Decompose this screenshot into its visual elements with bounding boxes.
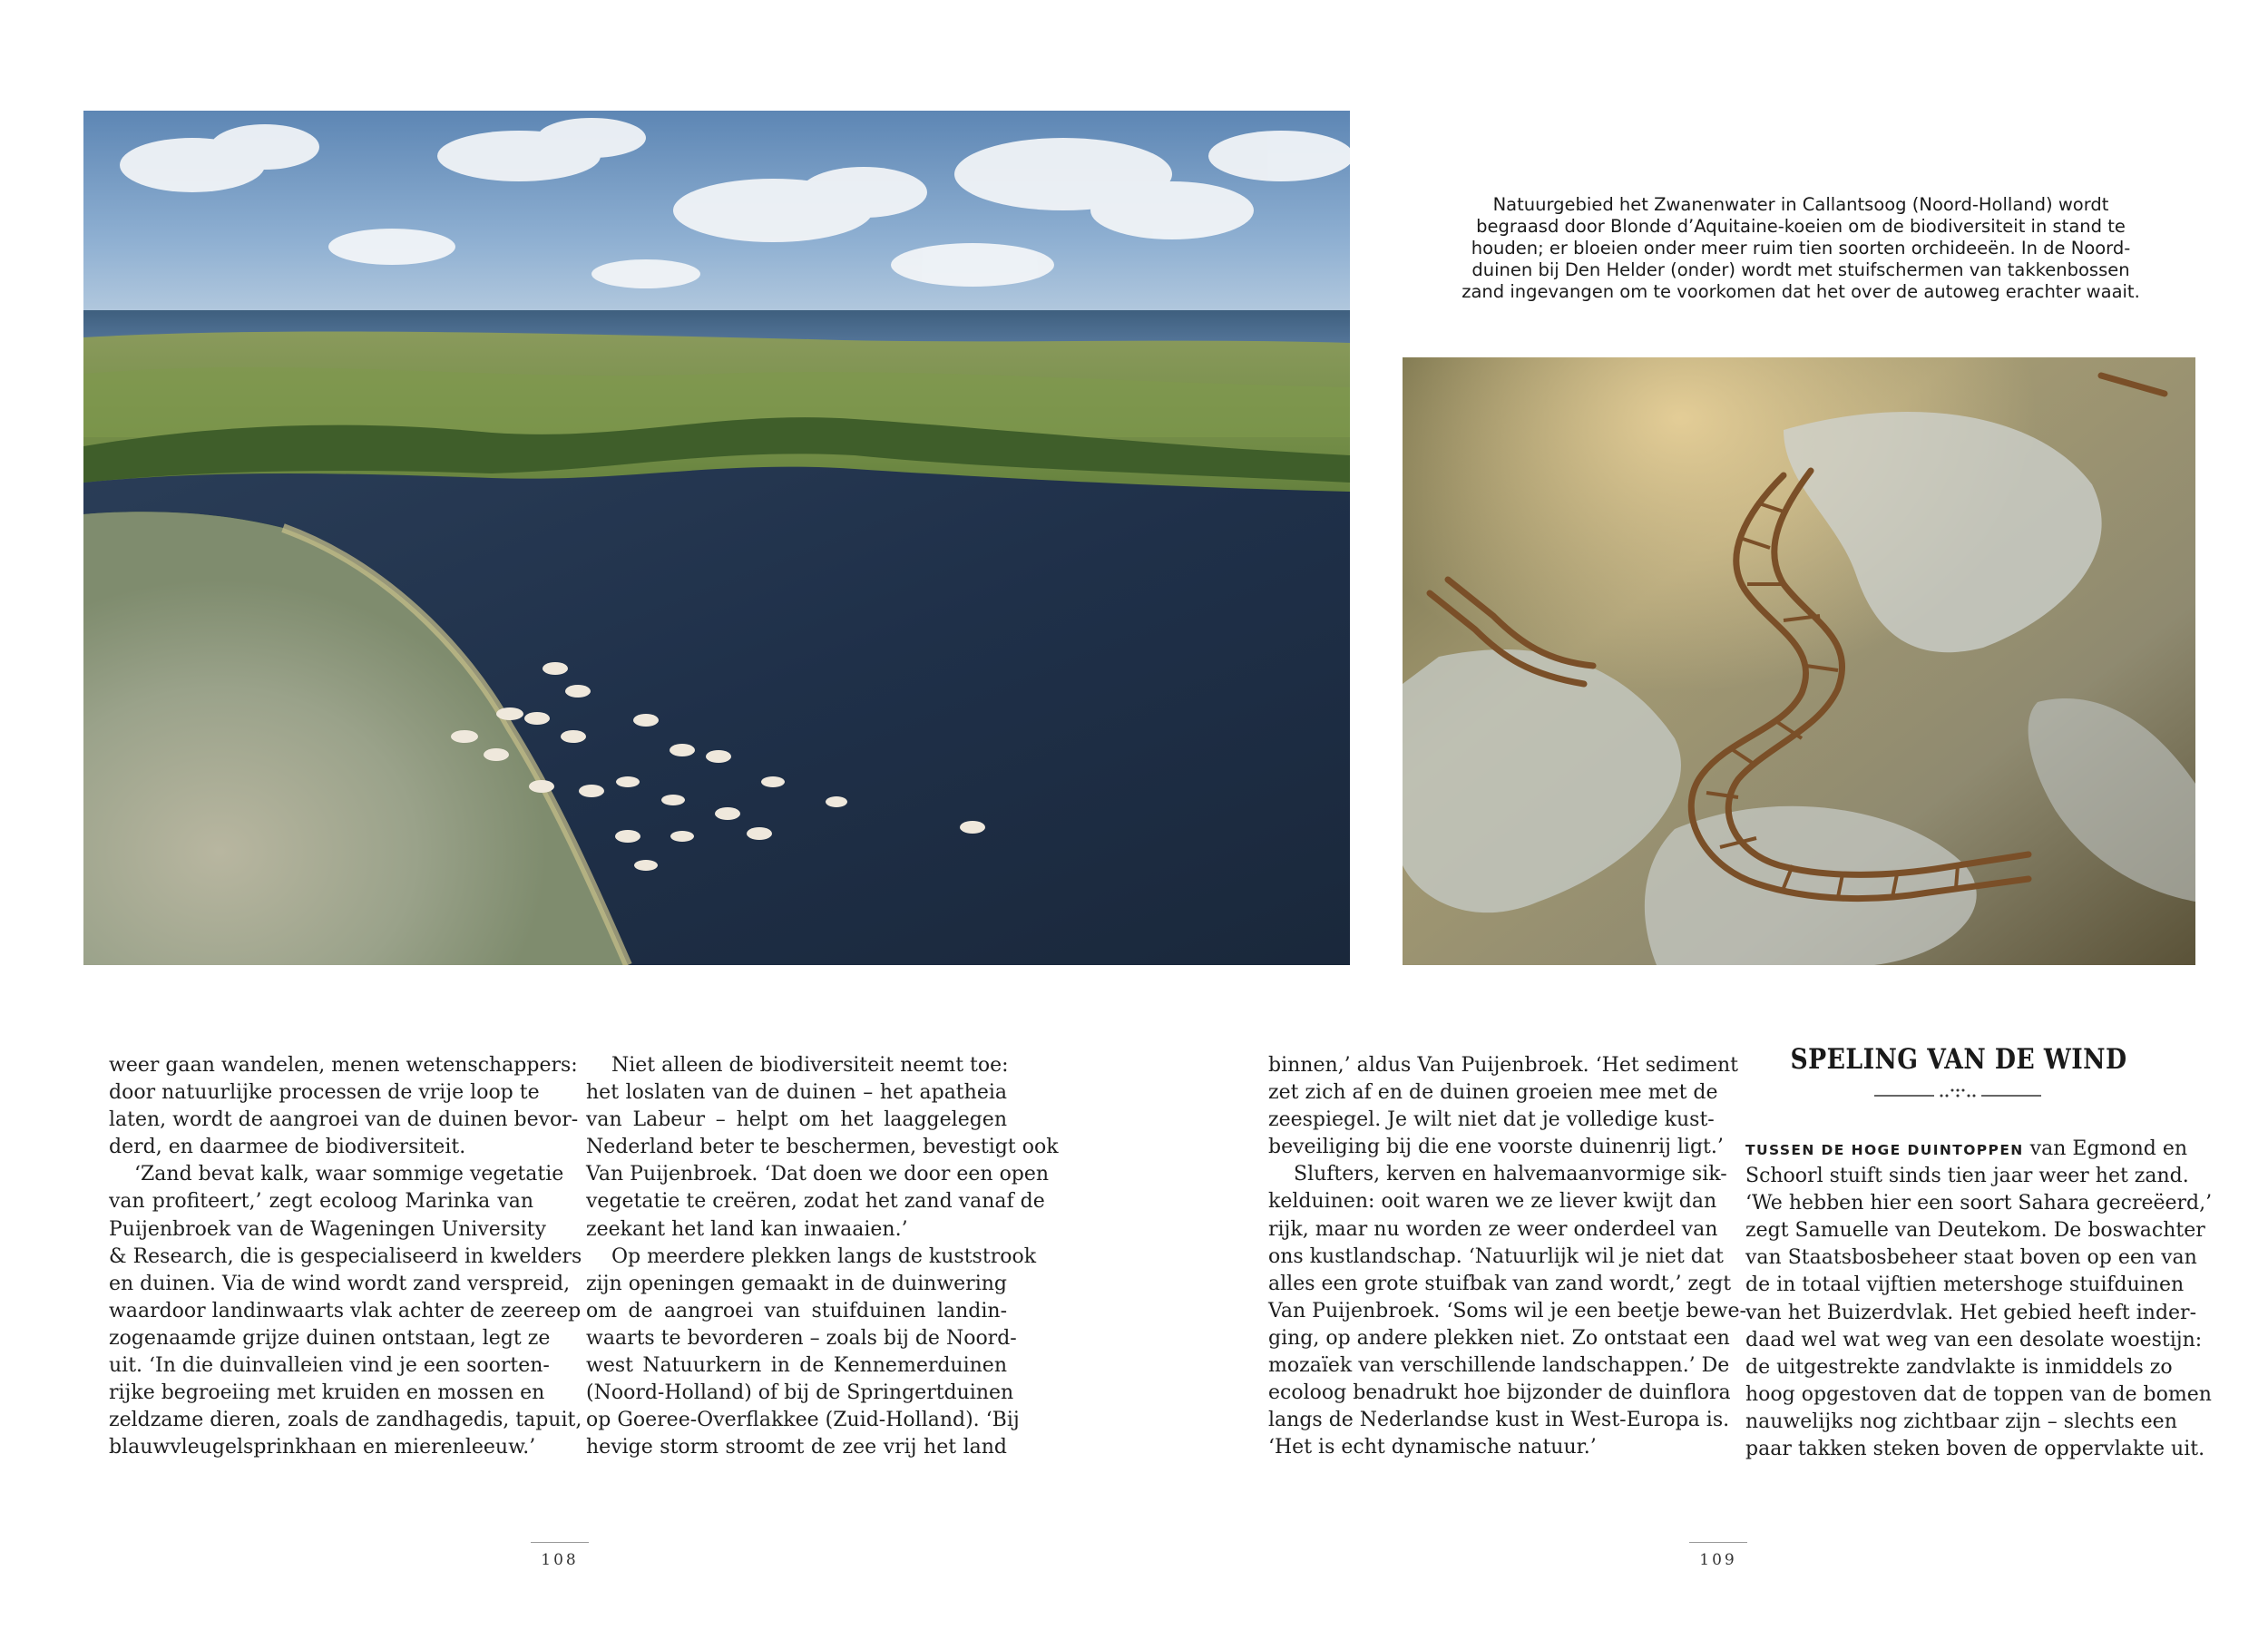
text-line: (Noord-Holland) of bij de Springertduinen [586,1381,1014,1405]
text-line: hoog opgestoven dat de toppen van de bomen [1745,1382,2212,1406]
page-number-text: 109 [1699,1551,1737,1569]
section-heading: SPELING VAN DE WIND [1790,1043,2127,1076]
text-line: alles een grote stuifbak van zand wordt,’ zegt [1268,1272,1732,1295]
text-line: west Natuurkern in de Kennemerduinen [586,1354,1007,1378]
text-line: waardoor landinwaarts vlak achter de zeereep [109,1299,582,1322]
text-line: waarts te bevorderen – zoals bij de Noord- [586,1326,1017,1350]
text-line: Van Puijenbroek. ‘Dat doen we door een open [586,1163,1050,1186]
text-line: Nederland beter te beschermen, bevestigt ook [586,1136,1059,1159]
aerial-dunes-image [1403,357,2195,965]
text-line: zeespiegel. Je wilt niet dat je volledige kust- [1268,1108,1715,1132]
text-line: Schoorl stuift sinds tien jaar weer het zand. [1745,1165,2189,1188]
page-number-rule [1689,1542,1747,1543]
caption-line: zand ingevangen om te voorkomen dat het over de autoweg erachter waait. [1461,281,2140,302]
text-line: hevige storm stroomt de zee vrij het land [586,1436,1007,1459]
text-line: het loslaten van de duinen – het apatheia [586,1081,1007,1105]
text-line: zeekant het land kan inwaaien.’ [586,1217,908,1241]
text-line: door natuurlijke processen de vrije loop te [109,1081,540,1105]
text-line: daad wel wat weg van een desolate woestijn: [1745,1328,2203,1351]
caption-line: Natuurgebied het Zwanenwater in Callantsoog (Noord-Holland) wordt [1492,194,2109,215]
text-line: weer gaan wandelen, menen wetenschappers: [109,1054,578,1077]
text-line: ecoloog benadrukt hoe bijzonder de duinflora [1268,1381,1731,1405]
text-line: op Goeree-Overflakkee (Zuid-Holland). ‘Bij [586,1409,1020,1432]
text-line: uit. ‘In die duinvalleien vind je een soorten- [109,1354,550,1378]
text-line: Op meerdere plekken langs de kuststrook [611,1244,1037,1268]
aerial-lake-image [83,111,1350,965]
body-column-3 [1268,1052,1746,1461]
text-line: rijke begroeiing met kruiden en mossen en [109,1381,545,1405]
text-line: ‘Zand bevat kalk, waar sommige vegetatie [134,1163,564,1186]
text-line: vegetatie te creëren, zodat het zand vanaf de [586,1190,1045,1214]
text-line: van Labeur – helpt om het laaggelegen [586,1108,1007,1132]
text-line: rijk, maar nu worden ze weer onderdeel van [1268,1217,1718,1241]
caption-line: houden; er bloeien onder meer ruim tien soorten orchideeën. In de Noord- [1471,238,2131,259]
text-line: laten, wordt de aangroei van de duinen bevor- [109,1108,579,1132]
text-line: binnen,’ aldus Van Puijenbroek. ‘Het sediment [1268,1054,1739,1077]
page-number-text: 108 [541,1551,579,1569]
caption-line: duinen bij Den Helder (onder) wordt met stuifschermen van takkenbossen [1471,259,2130,280]
text-line: zogenaamde grijze duinen ontstaan, legt ze [109,1326,551,1350]
text-line: blauwvleugelsprinkhaan en mierenleeuw.’ [109,1436,536,1459]
text-line: ‘We hebben hier een soort Sahara gecreëerd,’ [1745,1192,2213,1215]
text-line: van profiteert,’ zegt ecoloog Marinka van [109,1190,533,1214]
text-line: de in totaal vijftien metershoge stuifduinen [1745,1273,2185,1297]
text-line: van het Buizerdvlak. Het gebied heeft inder- [1745,1301,2197,1324]
text-line: zijn openingen gemaakt in de duinwering [586,1272,1007,1295]
text-line: om de aangroei van stuifduinen landin- [586,1299,1007,1322]
heading-ornament [1874,1087,2041,1099]
lead-line [1745,1136,2188,1163]
text-line: en duinen. Via de wind wordt zand verspreid, [109,1272,571,1295]
text-line: derd, en daarmee de biodiversiteit. [109,1136,466,1159]
caption-line: begraasd door Blonde d’Aquitaine-koeien om de biodiversiteit in stand te [1476,216,2126,237]
page-number-rule [531,1542,589,1543]
text-line: paar takken steken boven de oppervlakte uit. [1745,1438,2205,1461]
text-line: zeldzame dieren, zoals de zandhagedis, tapuit, [109,1409,582,1432]
body-column-4 [1745,1136,2213,1463]
text-line: zegt Samuelle van Deutekom. De boswachter [1745,1219,2205,1243]
body-column-2 [586,1052,1059,1461]
text-line: beveiliging bij die ene voorste duinenrij ligt.’ [1268,1136,1724,1159]
lead-in: TUSSEN DE HOGE DUINTOPPEN [1745,1142,2024,1158]
text-line: mozaïek van verschillende landschappen.’ De [1268,1354,1730,1378]
photo-caption [1452,194,2150,303]
text-line: ‘Het is echt dynamische natuur.’ [1268,1436,1597,1459]
text-line: Puijenbroek van de Wageningen University [109,1217,546,1241]
text-line: ging, op andere plekken niet. Zo ontstaat een [1268,1326,1730,1350]
body-column-1 [109,1052,582,1461]
text-line: Niet alleen de biodiversiteit neemt toe: [611,1054,1009,1077]
text-line: & Research, die is gespecialiseerd in kwelders [109,1244,582,1268]
page-number-left [531,1542,589,1569]
text-line: de uitgestrekte zandvlakte is inmiddels zo [1745,1355,2173,1379]
text-line: van Staatsbosbeheer staat boven op een van [1745,1246,2197,1270]
text-line: zet zich af en de duinen groeien mee met de [1268,1081,1718,1105]
text-line: ons kustlandschap. ‘Natuurlijk wil je niet dat [1268,1244,1724,1268]
text-line: langs de Nederlandse kust in West-Europa is. [1268,1409,1730,1432]
photo-sand-fences [1403,357,2195,965]
text-line: kelduinen: ooit waren we ze liever kwijt dan [1268,1190,1717,1214]
lead-rest: van Egmond en [2023,1137,2188,1160]
text-line: nauwelijks nog zichtbaar zijn – slechts een [1745,1410,2177,1433]
photo-zwanenwater-cows [83,111,1350,965]
text-line: Van Puijenbroek. ‘Soms wil je een beetje bewe- [1268,1299,1746,1322]
page-number-right [1689,1542,1747,1569]
text-line: Slufters, kerven en halvemaanvormige sik- [1294,1163,1727,1186]
